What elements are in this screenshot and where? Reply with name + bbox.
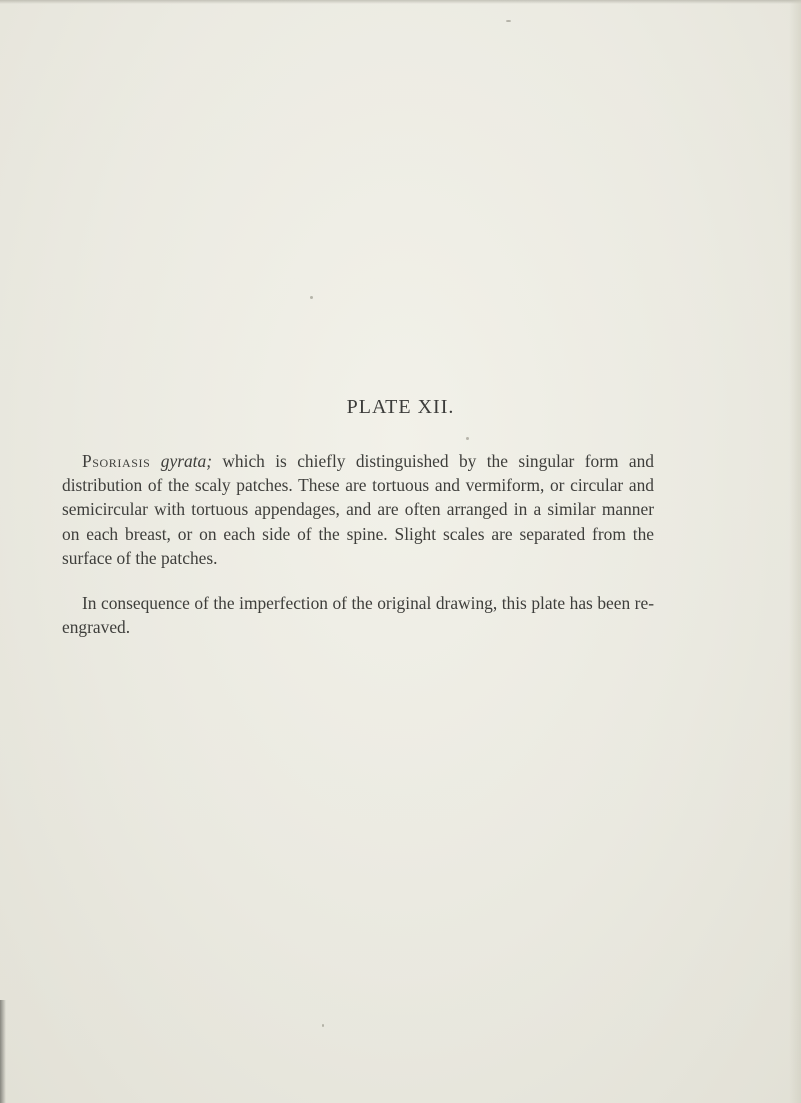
engraving-note-paragraph: In consequence of the imperfection of the original drawing, this plate has been re-engraved. [62,593,654,638]
paper-speck [466,437,469,440]
description-paragraph [62,449,654,570]
scan-right-edge [789,0,801,1103]
species-name: gyrata; [160,451,212,471]
plate-title: PLATE XII. [346,396,455,418]
paper-speck [322,1024,324,1027]
paper-speck [506,20,511,22]
scan-binding-shadow [0,1000,6,1103]
disease-name: Psoriasis [82,451,151,471]
scan-top-edge [0,0,801,4]
description-text: which is chiefly distinguished by the singular form and distribution of the scaly patches. These are tortuous and vermiform, or circular and semicircular with tortuous appendages, and are often arranged in a similar manner on each breast, or on each side of the spine. Slight scales are separated from the surface of the patches. [62,451,654,568]
paper-speck [310,296,313,299]
